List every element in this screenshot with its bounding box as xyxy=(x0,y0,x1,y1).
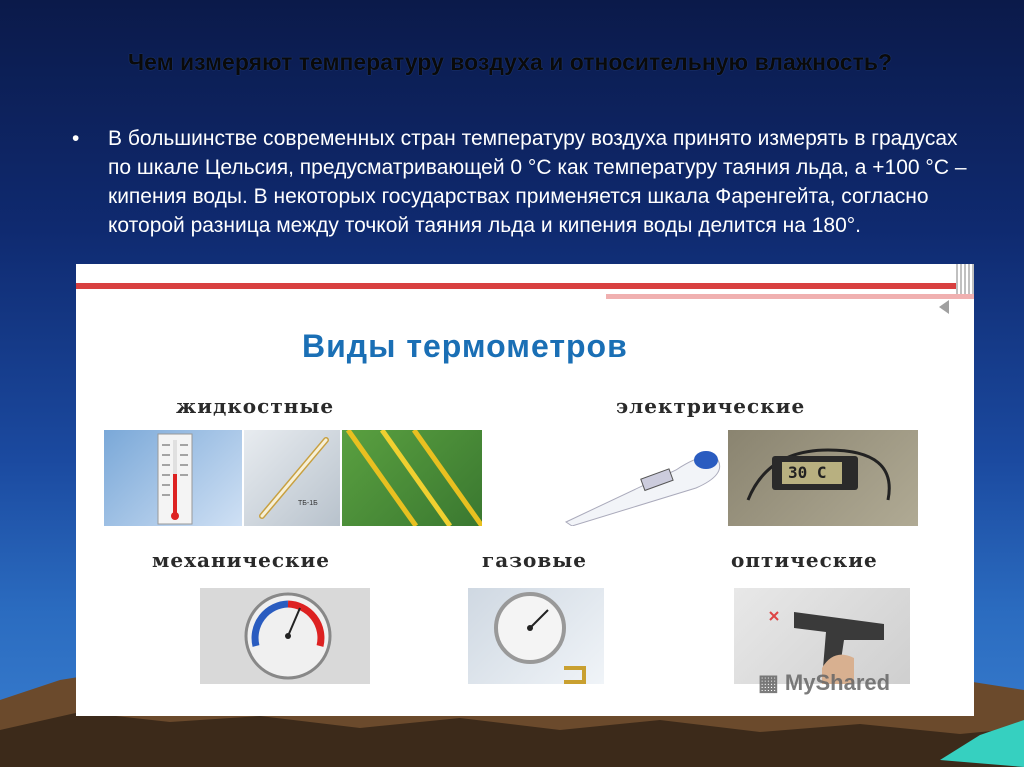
electric-thermometer-photo-1 xyxy=(556,430,728,526)
thermometers-figure xyxy=(76,264,974,716)
liquid-thermometer-photo-2 xyxy=(244,430,340,526)
device-mark: ТБ-1Б xyxy=(298,500,318,507)
label-liquid: жидкостные xyxy=(176,394,335,418)
electric-thermometer-photo-2 xyxy=(728,430,918,526)
lcd-reading: 30 C xyxy=(788,463,827,482)
slide-title: Чем измеряют температуру воздуха и относительную влажность? xyxy=(127,49,893,75)
pink-stripe xyxy=(606,294,974,299)
red-stripe xyxy=(76,283,974,289)
body-text: В большинстве современных стран температуру воздуха принято измерять в градусах по шкале Цельсия, предусматривающей 0 °С как температуру таяния льда, а +100 °С – кипения воды. В некоторых государствах применяется шкала Фаренгейта, согласно которой разница между точкой таяния льда и кипения воды делится на 180°. xyxy=(108,127,967,237)
gas-thermometer-photo xyxy=(468,588,604,684)
slide-arrow-icon xyxy=(939,300,949,314)
mechanical-thermometer-photo xyxy=(200,588,370,684)
watermark xyxy=(758,670,890,696)
label-gas: газовые xyxy=(482,548,587,572)
label-electric: электрические xyxy=(616,394,806,418)
liquid-thermometer-photo-1 xyxy=(104,430,242,526)
label-mechanical: механические xyxy=(152,548,330,572)
figure-title: Виды термометров xyxy=(302,328,628,364)
liquid-thermometer-photo-3 xyxy=(342,430,482,526)
watermark-text: MyShared xyxy=(784,670,891,695)
body-paragraph xyxy=(72,124,972,240)
striped-decoration xyxy=(956,264,974,294)
bullet-marker: • xyxy=(72,127,80,150)
watermark-logo-icon: ▦ xyxy=(758,670,785,695)
label-optical: оптические xyxy=(731,548,878,572)
